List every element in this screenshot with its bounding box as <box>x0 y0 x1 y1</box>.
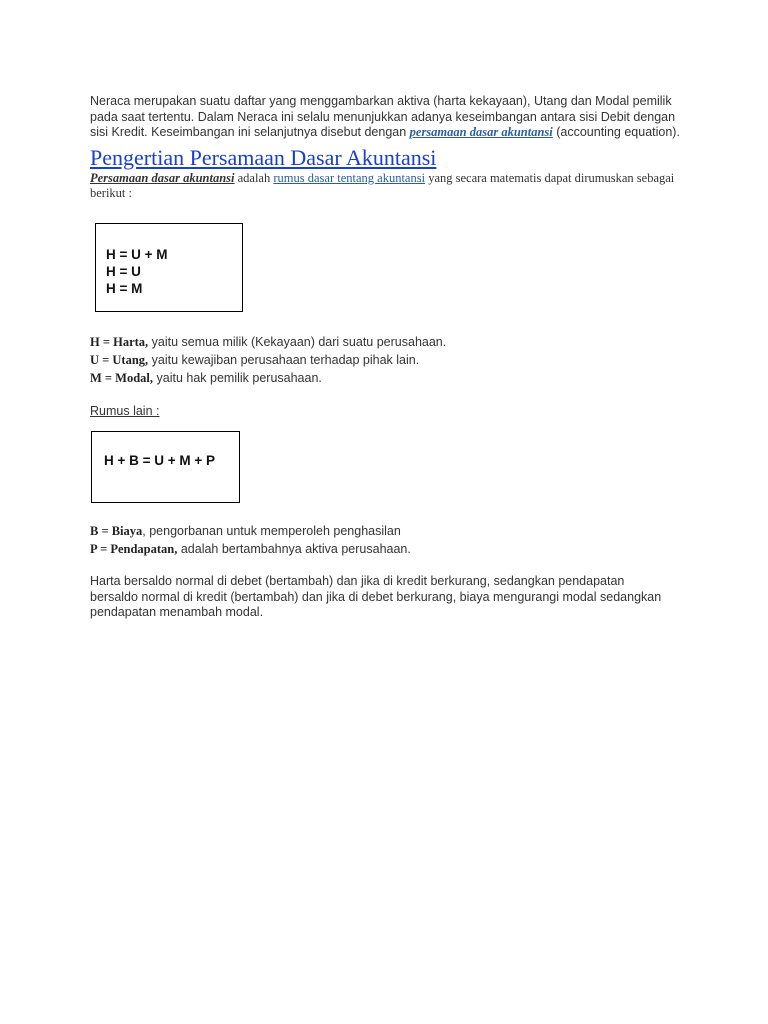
intro-text-end: (accounting equation). <box>552 125 680 139</box>
legend-term: P = Pendapatan, <box>90 542 178 556</box>
legend-row-harta <box>90 333 680 351</box>
intro-paragraph <box>90 94 680 141</box>
formula-line-extended: H + B = U + M + P <box>104 453 216 468</box>
legend-term: M = Modal, <box>90 370 154 385</box>
formula-box-extended <box>91 431 240 503</box>
formula-lines <box>106 246 168 297</box>
formula-box-basic <box>95 223 243 312</box>
legend-term: U = Utang, <box>90 352 149 367</box>
legend-text: , pengorbanan untuk memperoleh penghasilan <box>142 524 401 538</box>
formula-line-3: H = M <box>106 280 143 296</box>
closing-paragraph: Harta bersaldo normal di debet (bertambah) dan jika di kredit berkurang, sedangkan pendapatan bersaldo normal di kredit (bertambah) dan jika di debet berkurang, biaya mengurangi modal sedangkan pendapatan menambah modal. <box>90 574 662 619</box>
legend-text: yaitu semua milik (Kekayaan) dari suatu perusahaan. <box>148 334 447 349</box>
formula-line-2: H = U <box>106 263 141 279</box>
legend-row-utang <box>90 351 680 369</box>
legend-text: adalah bertambahnya aktiva perusahaan. <box>177 542 411 556</box>
other-formula-label: Rumus lain : <box>90 403 160 418</box>
legend-term: H = Harta, <box>90 334 149 349</box>
definition-rest: yang secara matematis dapat dirumuskan sebagai berikut : <box>90 170 675 200</box>
document-page <box>90 94 680 621</box>
formula-line-1: H = U + M <box>106 246 168 262</box>
legend-row-pendapatan <box>90 540 680 558</box>
legend-text: yaitu hak pemilik perusahaan. <box>153 370 322 385</box>
legend-text: yaitu kewajiban perusahaan terhadap pihak lain. <box>148 352 420 367</box>
legend-basic <box>90 333 680 387</box>
legend-row-modal <box>90 369 680 387</box>
intro-text: Neraca merupakan suatu daftar yang menggambarkan aktiva (harta kekayaan), Utang dan Modal pemilik pada saat tertentu. Dalam Neraca ini selalu menunjukkan adanya keseimbangan antara sisi Debit dengan sisi Kredit. Keseimbangan ini selanjutnya disebut dengan <box>90 94 676 139</box>
definition-paragraph <box>90 171 680 202</box>
legend-extended <box>90 522 680 558</box>
persamaan-dasar-akuntansi-link[interactable]: persamaan dasar akuntansi <box>409 125 553 139</box>
rumus-dasar-link[interactable]: rumus dasar tentang akuntansi <box>273 170 426 185</box>
definition-middle: adalah <box>234 170 274 185</box>
legend-term: B = Biaya <box>90 524 143 538</box>
section-heading[interactable]: Pengertian Persamaan Dasar Akuntansi <box>90 144 437 170</box>
legend-row-biaya <box>90 522 680 540</box>
definition-term: Persamaan dasar akuntansi <box>90 170 235 185</box>
